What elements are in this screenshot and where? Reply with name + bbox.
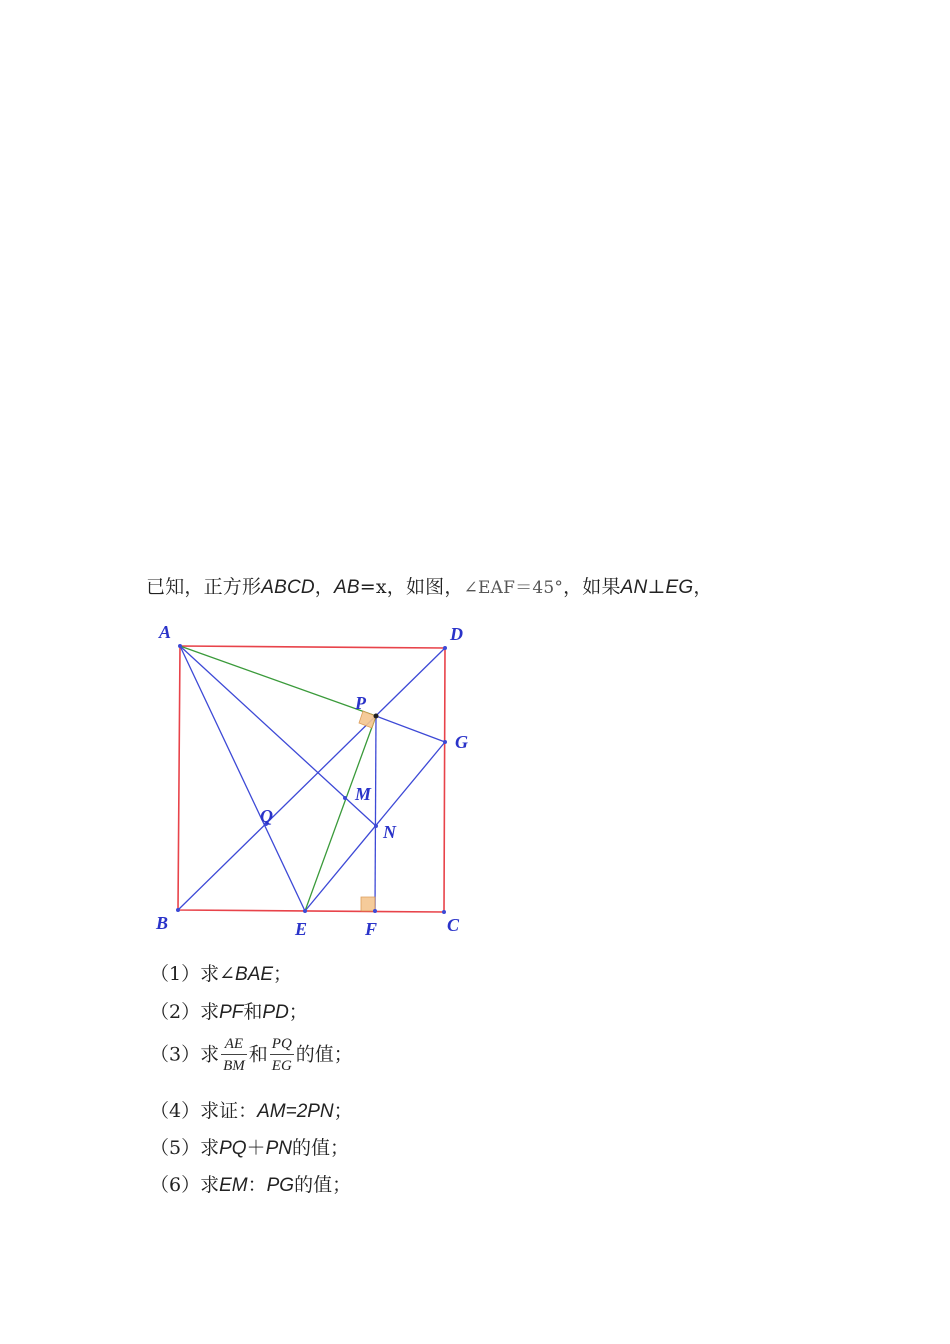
point-f bbox=[373, 909, 377, 913]
label-a: A bbox=[159, 622, 172, 642]
frac1-denominator: BM bbox=[223, 1058, 245, 1074]
label-f: F bbox=[365, 919, 378, 939]
q1-end: ； bbox=[273, 963, 293, 985]
q6-num: （6）求 bbox=[150, 1174, 220, 1196]
point-n bbox=[374, 824, 378, 828]
q1-angle: ∠ bbox=[219, 963, 236, 985]
right-angle-marker-f bbox=[361, 897, 375, 911]
intro-text-2: ， bbox=[314, 576, 334, 598]
label-p: P bbox=[355, 693, 366, 713]
q2-num: （2）求 bbox=[150, 1001, 220, 1023]
problem-statement bbox=[146, 572, 713, 599]
q6-pg: PG bbox=[266, 1175, 295, 1196]
label-m: M bbox=[355, 784, 372, 804]
segment-pf bbox=[375, 716, 376, 911]
q5-num: （5）求 bbox=[150, 1137, 220, 1159]
q1-angle-name: BAE bbox=[235, 964, 274, 985]
label-n: N bbox=[383, 822, 396, 842]
q3-end: 的值； bbox=[295, 1043, 353, 1066]
angle-condition: ∠EAF＝45° bbox=[463, 578, 564, 598]
label-c: C bbox=[447, 915, 460, 935]
q3-num: （3）求 bbox=[150, 1043, 220, 1066]
label-d: D bbox=[450, 624, 463, 644]
point-d bbox=[443, 646, 447, 650]
intro-text-3: =x，如图， bbox=[359, 576, 464, 598]
point-m bbox=[343, 796, 347, 800]
fraction-ae-bm bbox=[221, 1034, 247, 1077]
question-4 bbox=[150, 1096, 353, 1123]
segment-eg: EG bbox=[665, 577, 694, 598]
segment-ap bbox=[180, 646, 376, 716]
question-3 bbox=[150, 1034, 353, 1077]
point-e bbox=[303, 909, 307, 913]
fraction-pq-eg bbox=[270, 1034, 294, 1077]
q5-end: 的值； bbox=[291, 1137, 349, 1159]
point-c bbox=[442, 910, 446, 914]
geometry-figure bbox=[148, 618, 488, 948]
q5-pq: PQ bbox=[219, 1138, 247, 1159]
segment-ae bbox=[180, 646, 305, 911]
q2-pd: PD bbox=[262, 1002, 289, 1023]
q2-mid: 和 bbox=[243, 1001, 263, 1023]
segment-pg bbox=[376, 716, 445, 742]
q6-colon: ： bbox=[247, 1174, 267, 1196]
question-6 bbox=[150, 1170, 351, 1197]
perp-symbol: ⊥ bbox=[647, 576, 666, 598]
point-b bbox=[176, 908, 180, 912]
q2-end: ； bbox=[288, 1001, 308, 1023]
q6-em: EM bbox=[219, 1175, 248, 1196]
q5-pn: PN bbox=[265, 1138, 292, 1159]
q2-pf: PF bbox=[219, 1002, 244, 1023]
question-1 bbox=[150, 959, 292, 986]
frac2-denominator: EG bbox=[271, 1058, 292, 1074]
point-g bbox=[443, 740, 447, 744]
question-5 bbox=[150, 1133, 349, 1160]
segment-an: AN bbox=[620, 577, 648, 598]
q6-end: 的值； bbox=[294, 1174, 352, 1196]
intro-text-1: 已知，正方形 bbox=[146, 576, 262, 598]
side-ab: AB bbox=[334, 577, 360, 598]
point-p bbox=[374, 714, 379, 719]
frac2-numerator: PQ bbox=[270, 1034, 294, 1055]
diagonal-bd bbox=[178, 648, 445, 910]
intro-text-4: ，如果 bbox=[563, 576, 621, 598]
label-q: Q bbox=[260, 806, 273, 826]
label-g: G bbox=[455, 732, 468, 752]
q3-mid: 和 bbox=[248, 1043, 268, 1066]
q4-end: ； bbox=[333, 1100, 353, 1122]
label-e: E bbox=[295, 919, 308, 939]
segment-ep bbox=[305, 716, 376, 911]
q1-num: （1）求 bbox=[150, 963, 220, 985]
square-name: ABCD bbox=[261, 577, 315, 598]
right-angle-marker-p bbox=[359, 711, 376, 728]
q4-num: （4）求证： bbox=[150, 1100, 258, 1122]
question-2 bbox=[150, 997, 308, 1024]
q5-plus: ＋ bbox=[246, 1137, 266, 1159]
q4-equation: AM=2PN bbox=[257, 1101, 334, 1122]
intro-text-5: ， bbox=[693, 576, 713, 598]
point-a bbox=[178, 644, 182, 648]
label-b: B bbox=[156, 913, 169, 933]
frac1-numerator: AE bbox=[221, 1034, 247, 1055]
